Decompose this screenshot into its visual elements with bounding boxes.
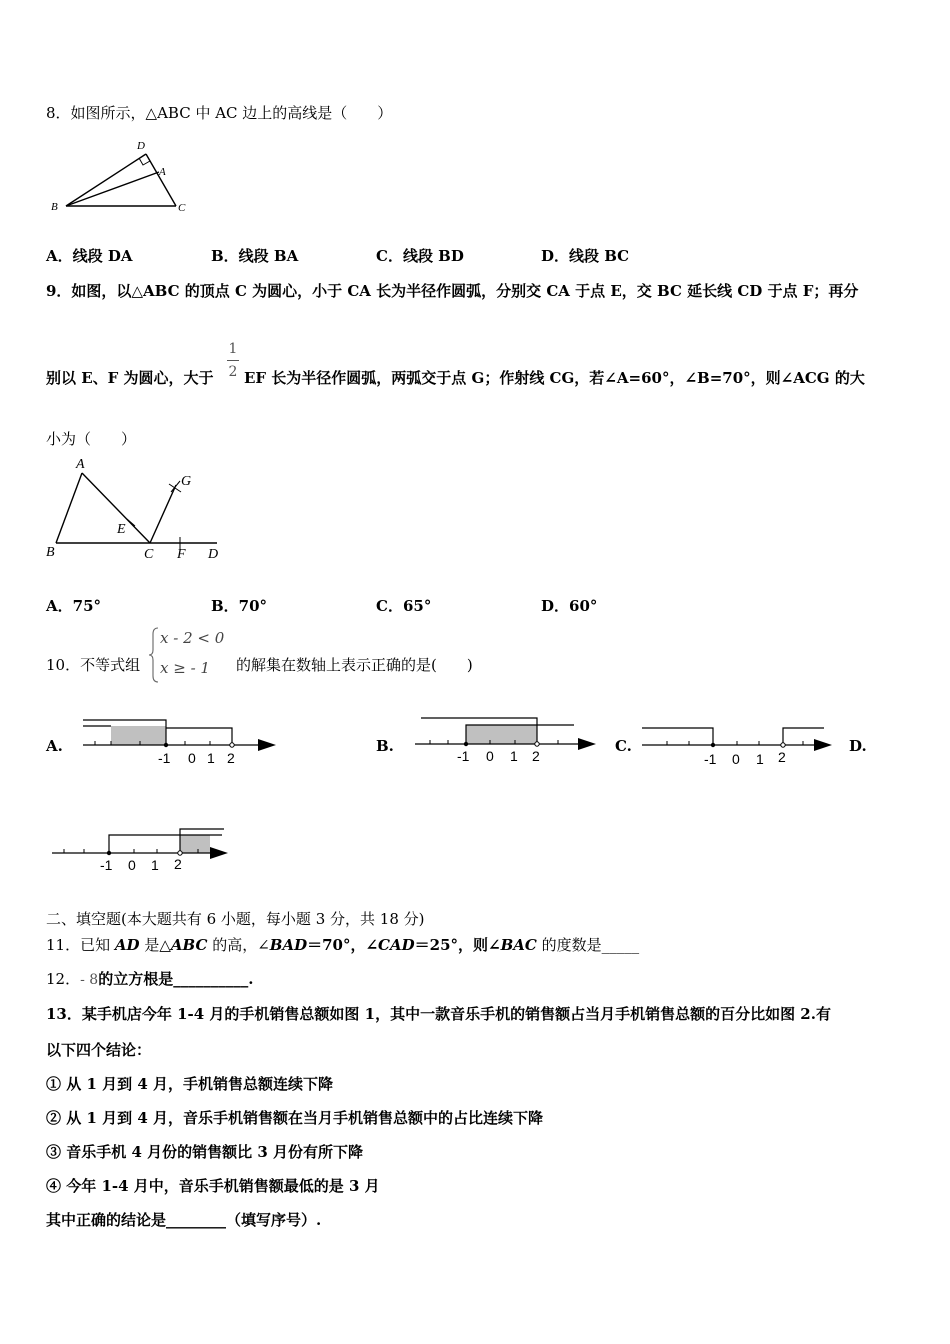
q10-b-tick-0: 0 <box>486 748 494 764</box>
q9-option-b: B．70° <box>211 597 268 615</box>
q8-label-c: C <box>178 202 186 214</box>
q11-bad: BAD <box>269 936 308 954</box>
q8-figure <box>46 136 196 216</box>
q10-brace <box>148 626 160 684</box>
q9-label-g: G <box>181 474 192 489</box>
q9-fraction-bar <box>227 360 239 361</box>
q12-rest: 的立方根是__________. <box>98 970 254 988</box>
q8-stem: 8．如图所示，△ABC 中 AC 边上的高线是（ ） <box>46 104 393 122</box>
q10-a-tick-2: 2 <box>227 750 235 766</box>
q8-label-d: D <box>137 140 145 152</box>
q11-part1: 11．已知 <box>46 936 111 954</box>
q12-value: - 8 <box>80 972 99 988</box>
q12-num: 12． <box>46 970 81 988</box>
q11-cad: CAD <box>378 936 415 954</box>
q11-ad: AD <box>114 936 140 954</box>
q10-c-tick-1: 1 <box>756 751 764 767</box>
q11-abc: ABC <box>170 936 208 954</box>
q10-c-tick-2: 2 <box>778 749 786 765</box>
q13-line1: 13．某手机店今年 1-4 月的手机销售总额如图 1，其中一款音乐手机的销售额占当月手机销售总额的百分比如图 2.有 <box>46 1005 831 1023</box>
q8-option-c: C．线段 BD <box>376 247 464 265</box>
q10-option-d-numberline <box>50 823 235 875</box>
q8-label-a: A <box>159 166 166 178</box>
q9-label-d: D <box>208 547 219 562</box>
q9-fraction <box>226 340 240 381</box>
q10-inequality-1: x - 2 < 0 <box>160 629 225 647</box>
q9-option-d: D．60° <box>541 597 598 615</box>
q9-label-e: E <box>117 522 126 537</box>
q10-d-tick-0: 0 <box>128 857 136 873</box>
q11-part2: 是△ <box>144 936 171 954</box>
q13-end: 其中正确的结论是________（填写序号）. <box>46 1211 322 1229</box>
q9-label-a: A <box>76 457 85 472</box>
q9-line3: 小为（ ） <box>46 430 137 448</box>
q10-option-c-numberline <box>638 718 838 770</box>
q8-option-a: A．线段 DA <box>46 247 133 265</box>
q10-option-c-label: C. <box>615 737 632 755</box>
q9-line1: 9．如图，以△ABC 的顶点 C 为圆心，小于 CA 长为半径作圆弧，分别交 CA 于点 E，交 BC 延长线 CD 于点 F；再分 <box>46 282 859 300</box>
q9-fraction-numerator: 1 <box>228 341 238 357</box>
q8-option-b: B．线段 BA <box>211 247 299 265</box>
q11-part3: 的高，∠ <box>212 936 270 954</box>
q9-label-b: B <box>46 545 55 560</box>
q11-part4: ＝70°，∠ <box>307 936 379 954</box>
q10-c-tick-neg1: -1 <box>704 751 717 767</box>
q10-post: 的解集在数轴上表示正确的是( ) <box>236 656 473 674</box>
q10-inequality-2: x ≥ - 1 <box>160 659 210 677</box>
q10-b-tick-2: 2 <box>532 748 540 764</box>
q12 <box>46 968 253 989</box>
q9-label-c: C <box>144 547 154 562</box>
q10-a-tick-1: 1 <box>207 750 215 766</box>
q8-option-d: D．线段 BC <box>541 247 630 265</box>
q13-conclusion-1: ① 从 1 月到 4 月，手机销售总额连续下降 <box>46 1075 333 1093</box>
q8-label-b: B <box>51 201 58 213</box>
q10-option-b-numberline <box>410 710 600 765</box>
q10-d-tick-neg1: -1 <box>100 857 113 873</box>
q9-label-f: F <box>177 547 186 562</box>
q11-bac: BAC <box>500 936 537 954</box>
q11-part6: 的度数是_____ <box>541 936 640 954</box>
section2-title: 二、填空题(本大题共有 6 小题，每小题 3 分，共 18 分) <box>46 910 425 928</box>
q9-option-c: C．65° <box>376 597 432 615</box>
q10-a-tick-neg1: -1 <box>158 750 171 766</box>
q11-part5: ＝25°，则∠ <box>414 936 501 954</box>
q9-figure <box>40 452 230 567</box>
q13-conclusion-2: ② 从 1 月到 4 月，音乐手机销售额在当月手机销售总额中的占比连续下降 <box>46 1109 543 1127</box>
q10-option-a-numberline <box>80 712 280 767</box>
q11 <box>46 934 639 955</box>
q10-option-a-label: A. <box>46 737 63 755</box>
q10-c-tick-0: 0 <box>732 751 740 767</box>
q13-conclusion-3: ③ 音乐手机 4 月份的销售额比 3 月份有所下降 <box>46 1143 363 1161</box>
q9-option-a: A．75° <box>46 597 102 615</box>
q10-b-tick-1: 1 <box>510 748 518 764</box>
q13-line2: 以下四个结论： <box>46 1041 152 1059</box>
q13-conclusion-4: ④ 今年 1-4 月中，音乐手机销售额最低的是 3 月 <box>46 1177 380 1195</box>
q10-b-tick-neg1: -1 <box>457 748 470 764</box>
q10-d-tick-2: 2 <box>174 856 182 872</box>
q9-line2-post: EF 长为半径作圆弧，两弧交于点 G；作射线 CG，若∠A=60°，∠B=70°，则∠ACG 的大 <box>244 369 865 387</box>
q10-pre: 10．不等式组 <box>46 656 141 674</box>
q10-option-b-label: B. <box>376 737 394 755</box>
q10-d-tick-1: 1 <box>151 857 159 873</box>
q10-a-tick-0: 0 <box>188 750 196 766</box>
q9-fraction-denominator: 2 <box>228 364 238 380</box>
q9-line2-pre: 别以 E、F 为圆心，大于 <box>46 369 214 387</box>
q10-option-d-label: D. <box>849 737 867 755</box>
